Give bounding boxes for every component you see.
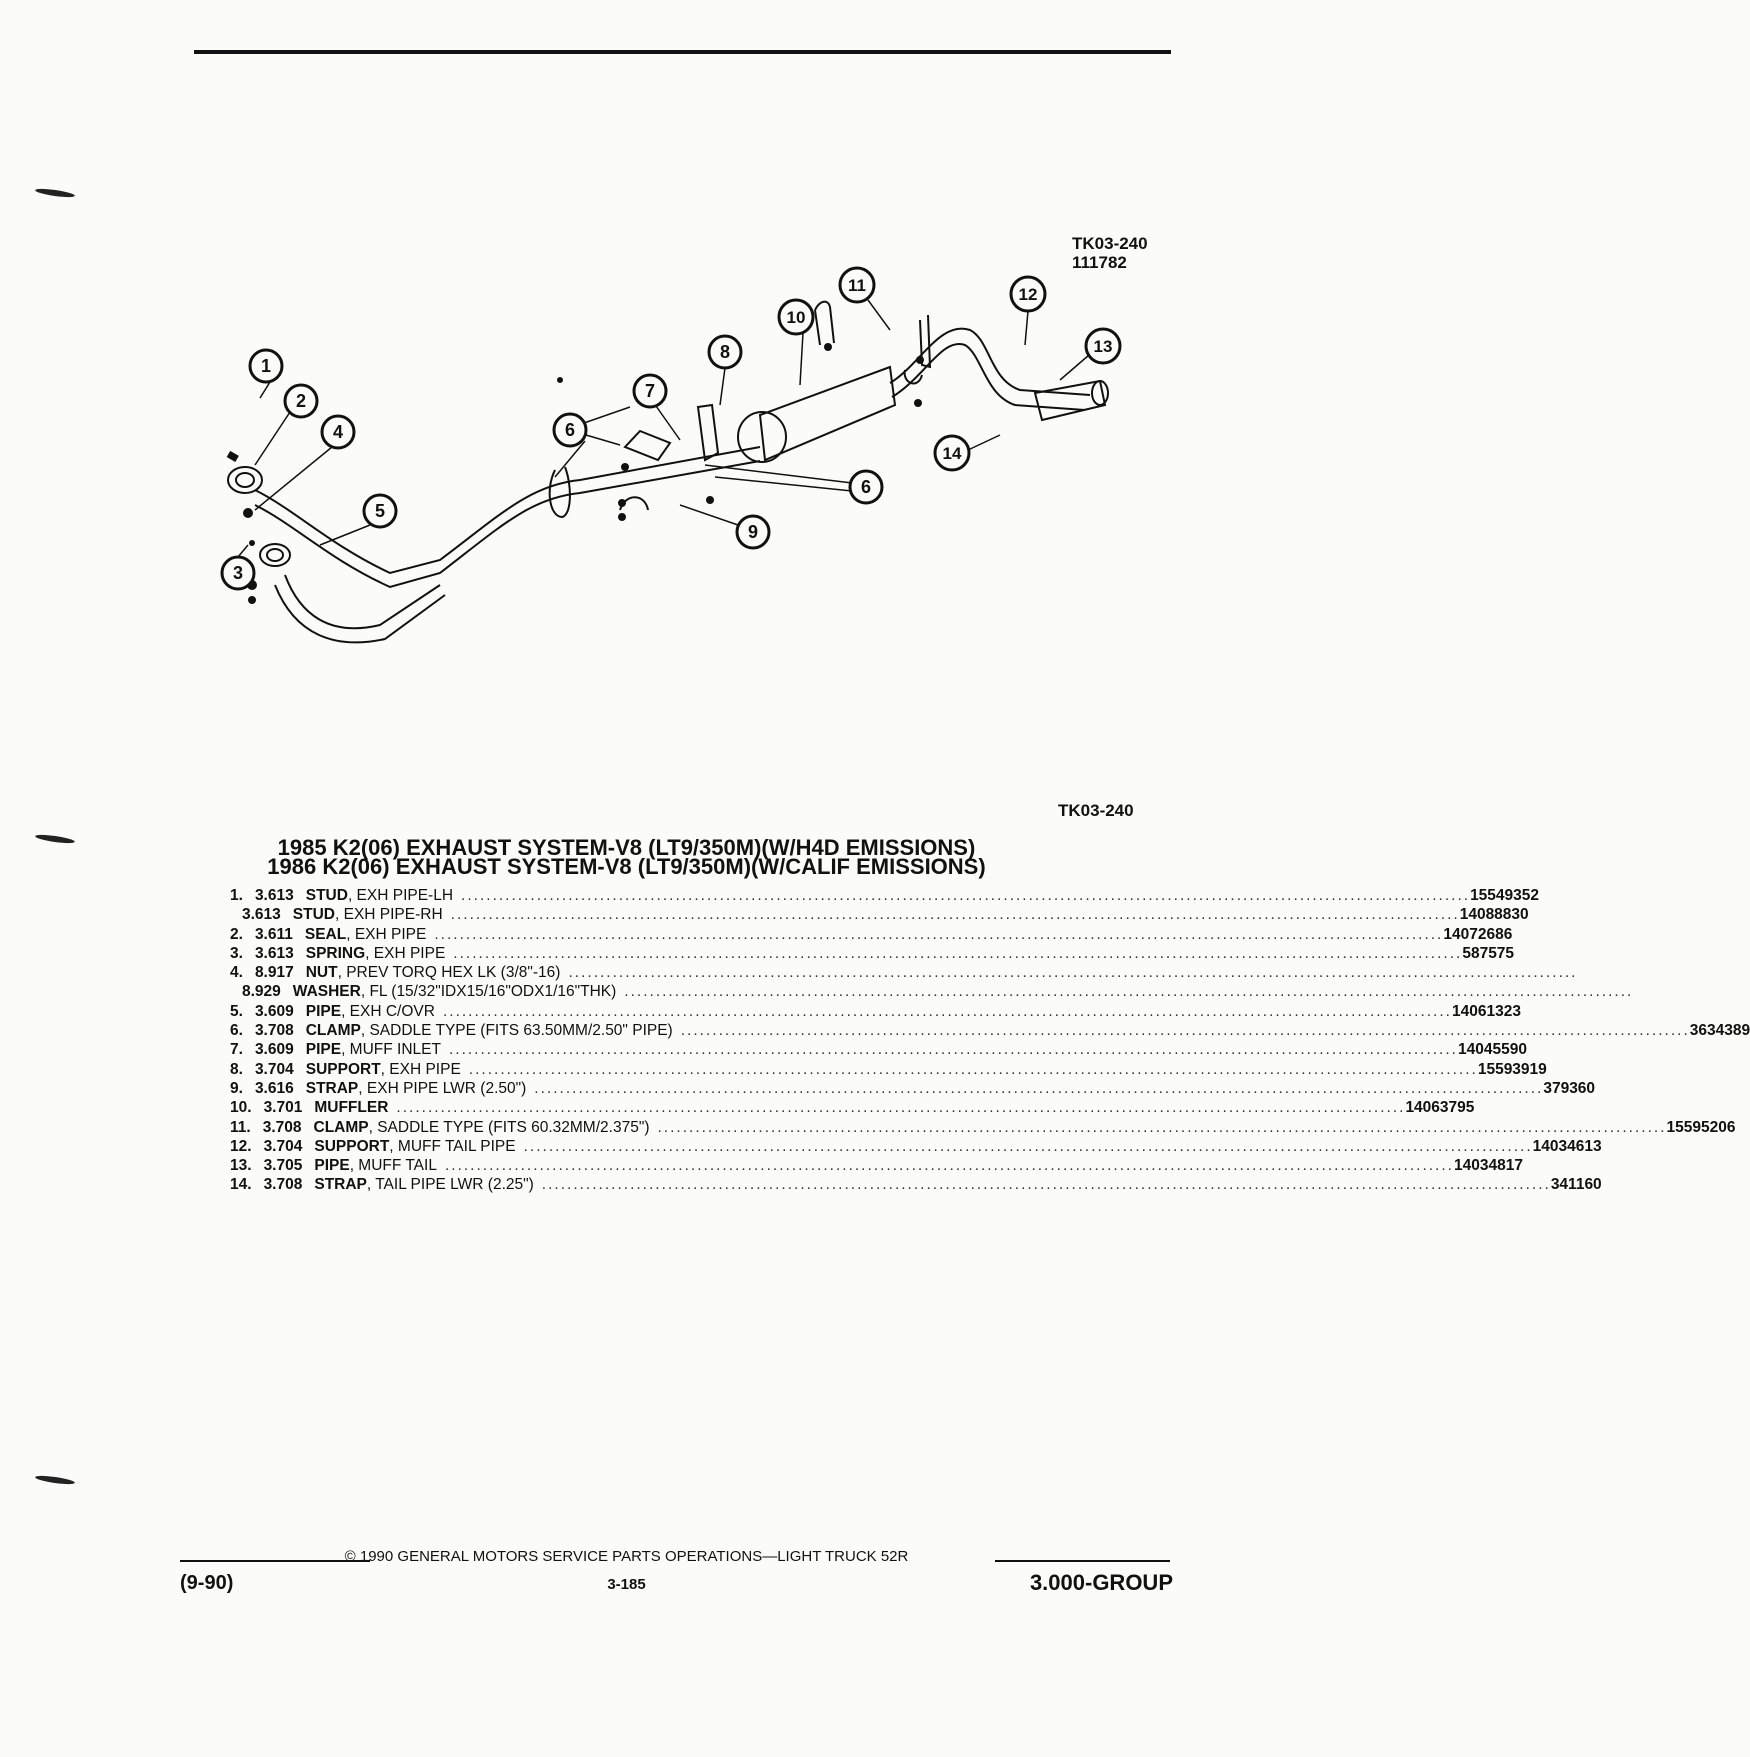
svg-text:12: 12 [1018, 285, 1038, 304]
callout-13 [1086, 329, 1120, 363]
part-row [230, 1175, 1602, 1194]
part-group-number: 3.611 [254, 925, 293, 943]
svg-text:14: 14 [942, 444, 962, 463]
callout-8 [709, 336, 741, 368]
section-title-1985: 1985 K2(06) EXHAUST SYSTEM-V8 (LT9/350M)(W/H4D EMISSIONS) [277, 835, 976, 860]
part-description [294, 1079, 1544, 1098]
dot-leader: ................................................................................................................................................................ [468, 1060, 1478, 1078]
part-name: STUD [292, 906, 335, 924]
binder-hole-mark [35, 187, 75, 199]
parts-list [230, 886, 1750, 1195]
part-detail: , EXH PIPE [346, 925, 427, 943]
part-item-number: 6. [230, 1022, 243, 1040]
part-description [302, 1118, 1667, 1137]
svg-text:7: 7 [644, 381, 656, 401]
part-name: NUT [305, 964, 338, 982]
strap-14 [905, 370, 922, 383]
part-number: 14072686 [1443, 925, 1513, 943]
part-name: STRAP [314, 1176, 367, 1194]
part-number: 15593919 [1477, 1060, 1547, 1078]
part-number: 15595206 [1666, 1118, 1736, 1136]
svg-text:6: 6 [860, 477, 872, 497]
part-group-number: 8.917 [254, 964, 294, 982]
part-detail: , EXH PIPE LWR (2.50") [358, 1079, 527, 1097]
part-number: 14034817 [1453, 1157, 1523, 1175]
part-item-number: 11. [230, 1118, 251, 1136]
part-item-number: 10. [230, 1099, 252, 1117]
dot-leader: ................................................................................................................................................................ [453, 944, 1463, 962]
callout-7 [634, 375, 666, 407]
callout-10 [779, 300, 813, 334]
dot-leader: ................................................................................................................................................................ [434, 925, 1444, 943]
part-number: 15549352 [1470, 887, 1540, 904]
part-group-number: 3.708 [263, 1176, 303, 1194]
part-name: SUPPORT [305, 1060, 381, 1078]
dot-leader: ................................................................................................................................................................ [448, 1041, 1458, 1059]
clamp-6-a [550, 467, 570, 517]
part-item-number: 3. [230, 944, 243, 962]
callout-11 [840, 268, 874, 302]
callout-3 [222, 557, 254, 589]
part-number: 14063795 [1405, 1099, 1475, 1117]
callout-9 [737, 516, 769, 548]
part-group-number: 3.616 [254, 1079, 294, 1097]
part-row [230, 1021, 1750, 1040]
part-name: MUFFLER [314, 1099, 389, 1117]
footer-date: (9-90) [180, 1572, 234, 1594]
svg-text:2: 2 [295, 391, 307, 411]
callout-6-left [554, 414, 586, 446]
part-description [281, 905, 1460, 924]
svg-text:1: 1 [260, 356, 272, 376]
svg-text:6: 6 [564, 420, 576, 440]
svg-text:8: 8 [719, 342, 731, 362]
footer-copyright: © 1990 GENERAL MOTORS SERVICE PARTS OPERATIONS—LIGHT TRUCK 52R [344, 1548, 909, 1565]
part-description [294, 1021, 1690, 1040]
part-row [230, 1079, 1596, 1098]
part-number: 379360 [1543, 1079, 1596, 1097]
part-row [230, 1156, 1523, 1175]
part-description [302, 1098, 1405, 1117]
part-group-number: 3.704 [254, 1060, 294, 1078]
part-description [281, 982, 1634, 1001]
part-detail: , EXH C/OVR [341, 1002, 435, 1020]
part-description [302, 1156, 1454, 1175]
header-rule [194, 50, 1171, 54]
part-name: SPRING [305, 944, 366, 962]
part-detail: , MUFF TAIL [349, 1157, 437, 1175]
part-name: CLAMP [305, 1022, 361, 1040]
dot-leader: ................................................................................................................................................................ [444, 1157, 1454, 1175]
part-number: 14034613 [1532, 1137, 1602, 1155]
part-detail: , PREV TORQ HEX LK (3/8"-16) [337, 964, 561, 982]
part-group-number: 3.708 [254, 1022, 294, 1040]
svg-text:5: 5 [374, 501, 386, 521]
dot-leader: ................................................................................................................................................................ [534, 1079, 1544, 1097]
dot-leader: ................................................................................................................................................................ [680, 1022, 1690, 1040]
dot-leader: ................................................................................................................................................................ [657, 1118, 1667, 1136]
part-item-number: 7. [230, 1041, 243, 1059]
dot-leader: ................................................................................................................................................................ [523, 1137, 1533, 1155]
part-detail: , FL (15/32"IDX15/16"ODX1/16"THK) [360, 983, 617, 1001]
part-description [293, 925, 1444, 944]
callout-4 [322, 416, 354, 448]
part-row [230, 886, 1540, 905]
part-number: 14045590 [1457, 1041, 1527, 1059]
part-row [230, 905, 1529, 924]
callout-1 [250, 350, 282, 382]
svg-text:10: 10 [786, 308, 806, 327]
part-item-number: 4. [230, 964, 243, 982]
part-name: PIPE [305, 1041, 342, 1059]
part-group-number: 3.704 [263, 1137, 303, 1155]
footer-group: 3.000-GROUP [1029, 1570, 1173, 1595]
part-description [294, 1060, 1478, 1079]
part-detail: , SADDLE TYPE (FITS 60.32MM/2.375") [368, 1118, 650, 1136]
part-group-number: 3.613 [254, 887, 294, 904]
part-description [294, 944, 1463, 963]
part-detail: , EXH PIPE [380, 1060, 461, 1078]
svg-text:4: 4 [332, 422, 344, 442]
part-detail: , EXH PIPE-RH [335, 906, 443, 924]
clamp-6-b [698, 405, 718, 460]
part-detail: , MUFF TAIL PIPE [389, 1137, 516, 1155]
part-row [230, 963, 1578, 982]
part-description [302, 1137, 1532, 1156]
part-detail: , SADDLE TYPE (FITS 63.50MM/2.50" PIPE) [360, 1022, 673, 1040]
part-row [230, 1118, 1736, 1137]
part-group-number: 3.613 [242, 906, 281, 924]
part-group-number: 8.929 [242, 983, 281, 1001]
part-number: 587575 [1462, 944, 1515, 962]
part-group-number: 3.705 [263, 1157, 303, 1175]
callout-6-right [850, 471, 882, 503]
illustration-caption-code: TK03-240 [1058, 801, 1134, 820]
crossover-pipe-rh [285, 575, 440, 628]
dot-leader: ................................................................................................................................................................ [461, 887, 1471, 904]
section-title-1986: 1986 K2(06) EXHAUST SYSTEM-V8 (LT9/350M)(W/CALIF EMISSIONS) [267, 854, 986, 879]
clamp-11 [815, 302, 834, 345]
svg-text:13: 13 [1093, 337, 1113, 356]
part-item-number: 14. [230, 1176, 252, 1194]
part-group-number: 3.708 [262, 1118, 302, 1136]
crossover-pipe-lh [255, 480, 580, 573]
part-description [294, 963, 1578, 982]
part-row [230, 1002, 1521, 1021]
dot-leader: ................................................................................................................................................................ [396, 1099, 1406, 1117]
part-detail: , EXH PIPE-LH [347, 887, 454, 904]
part-item-number: 5. [230, 1002, 243, 1020]
part-item-number: 13. [230, 1157, 252, 1175]
exhaust-system-diagram [200, 255, 1160, 655]
part-group-number: 3.613 [254, 944, 294, 962]
part-name: SEAL [304, 925, 347, 943]
flange-rh [260, 544, 290, 566]
dot-leader: ................................................................................................................................................................ [624, 983, 1634, 1001]
part-number: 14088830 [1459, 906, 1529, 924]
callout-5 [364, 495, 396, 527]
part-group-number: 3.609 [254, 1002, 294, 1020]
flange-lh [228, 467, 262, 493]
part-name: PIPE [314, 1157, 350, 1175]
dot-leader: ................................................................................................................................................................ [568, 964, 1578, 982]
callout-12 [1011, 277, 1045, 311]
part-item-number: 8. [230, 1060, 243, 1078]
svg-text:11: 11 [848, 276, 866, 295]
svg-text:9: 9 [747, 522, 759, 542]
part-row [230, 982, 1634, 1001]
part-name: WASHER [292, 983, 361, 1001]
part-group-number: 3.701 [263, 1099, 303, 1117]
part-name: SUPPORT [314, 1137, 390, 1155]
part-item-number: 12. [230, 1137, 252, 1155]
part-name: CLAMP [313, 1118, 369, 1136]
part-description [294, 1040, 1458, 1059]
muffler [760, 367, 895, 460]
part-item-number: 2. [230, 925, 243, 943]
part-item-number: 1. [230, 887, 243, 904]
part-item-number [230, 982, 242, 1001]
part-detail: , TAIL PIPE LWR (2.25") [366, 1176, 534, 1194]
callout-14 [935, 436, 969, 470]
svg-text:3: 3 [232, 563, 244, 583]
part-item-number [230, 905, 242, 924]
part-name: PIPE [305, 1002, 342, 1020]
part-row [230, 1040, 1527, 1059]
part-number: 14061323 [1451, 1002, 1521, 1020]
part-name: STUD [305, 887, 348, 904]
part-row [230, 1098, 1475, 1117]
part-row [230, 944, 1515, 963]
part-description [294, 886, 1470, 905]
part-item-number: 9. [230, 1079, 243, 1097]
illustration-ref-code: TK03-240 [1072, 234, 1148, 253]
support-8 [625, 431, 670, 460]
muffler-inlet-pipe [580, 447, 760, 480]
part-description [294, 1002, 1452, 1021]
dot-leader: ................................................................................................................................................................ [450, 906, 1460, 924]
part-number: 341160 [1550, 1176, 1602, 1194]
part-name: STRAP [305, 1079, 359, 1097]
part-detail: , EXH PIPE [365, 944, 446, 962]
part-number: 3634389 [1689, 1022, 1750, 1040]
binder-hole-mark [35, 1474, 75, 1486]
footer-page-number: 3-185 [607, 1576, 646, 1593]
part-row [230, 925, 1513, 944]
part-row [230, 1060, 1547, 1079]
part-group-number: 3.609 [254, 1041, 294, 1059]
illustration-ref-date: 111782 [1072, 253, 1127, 272]
part-row [230, 1137, 1602, 1156]
dot-leader: ................................................................................................................................................................ [541, 1176, 1551, 1194]
dot-leader: ................................................................................................................................................................ [442, 1002, 1452, 1020]
part-detail: , MUFF INLET [341, 1041, 441, 1059]
part-description [302, 1175, 1550, 1194]
